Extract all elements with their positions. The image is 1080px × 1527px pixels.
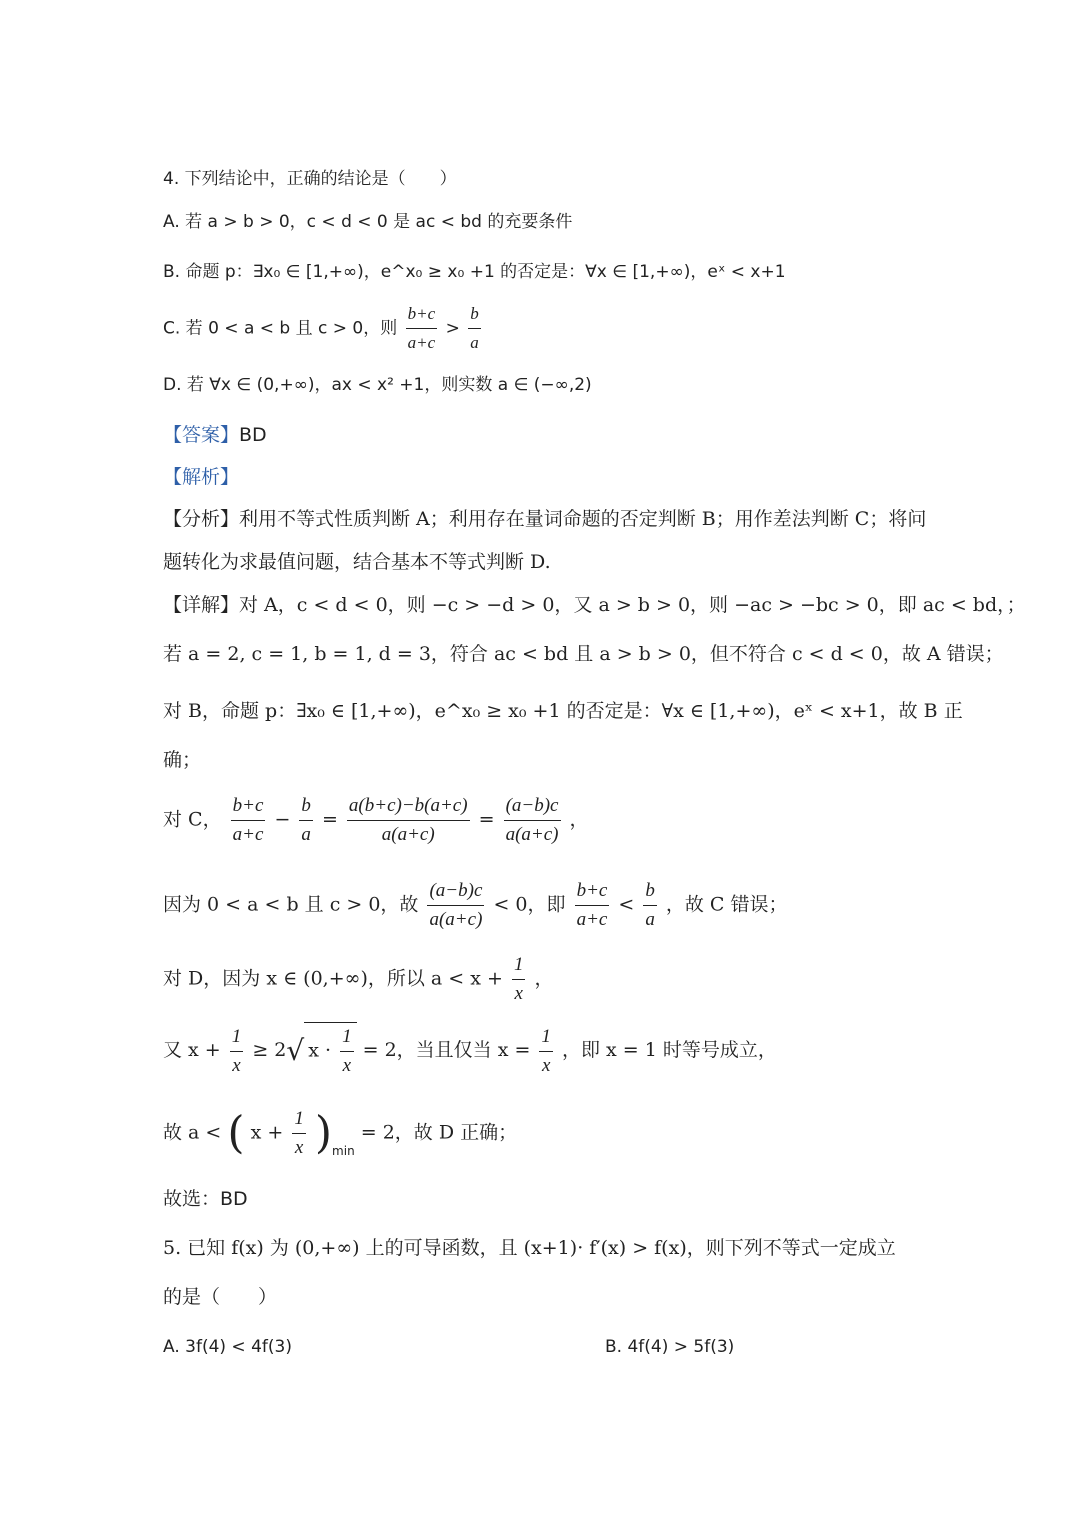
fraction-denominator: a bbox=[645, 909, 655, 930]
c-fraction-4 bbox=[504, 792, 561, 849]
fraction-denominator: a bbox=[301, 824, 311, 845]
fraction-numerator: b bbox=[299, 792, 313, 821]
d2-geq: ≥ 2 bbox=[252, 1039, 287, 1061]
answer-line bbox=[163, 420, 267, 450]
sqrt-radicand bbox=[304, 1022, 356, 1080]
fraction-numerator: 1 bbox=[539, 1023, 553, 1052]
fraction-numerator: a(b+c)−b(a+c) bbox=[347, 792, 470, 821]
detail-d-line-1 bbox=[163, 951, 554, 1008]
c2-less-than: < bbox=[618, 893, 635, 916]
detail-line-4: 确； bbox=[163, 749, 202, 771]
c-label: 对 C， bbox=[163, 808, 222, 831]
d3-text: 故 a < bbox=[163, 1121, 222, 1144]
c2-fraction-3 bbox=[643, 877, 657, 934]
detail-line-1: 【详解】对 A，c < d < 0，则 −c > −d > 0，又 a > b > 0，则 −ac > −bc > 0，即 ac < bd，； bbox=[163, 594, 1026, 616]
fraction-numerator: (a−b)c bbox=[427, 877, 484, 906]
sqrt-fraction bbox=[340, 1023, 354, 1080]
fenxi-line-1: 【分析】利用不等式性质判断 A；利用存在量词命题的否定判断 B；用作差法判断 C；将问 bbox=[163, 508, 927, 530]
d3-fraction bbox=[292, 1105, 306, 1162]
fraction-denominator: a+c bbox=[576, 909, 608, 930]
detail-d-line-3 bbox=[163, 1105, 517, 1162]
question-4-stem: 4. 下列结论中，正确的结论是（ ） bbox=[163, 169, 457, 189]
answer-value: BD bbox=[239, 424, 267, 446]
option-c-relation: > bbox=[445, 318, 460, 339]
d1-text: 对 D，因为 x ∈ (0,+∞)，所以 a < x + bbox=[163, 967, 503, 990]
c-fraction-3 bbox=[347, 792, 470, 849]
question-5-option-a: A. 3f(4) < 4f(3) bbox=[163, 1337, 292, 1357]
question-4-option-a: A. 若 a > b > 0，c < d < 0 是 ac < bd 的充要条件 bbox=[163, 212, 573, 232]
option-c-text: C. 若 0 < a < b 且 c > 0，则 bbox=[163, 318, 398, 339]
detail-line-2: 若 a = 2, c = 1, b = 1, d = 3，符合 ac < bd 且 a > b > 0，但不符合 c < d < 0，故 A 错误； bbox=[163, 643, 1004, 665]
detail-d-line-2 bbox=[163, 1022, 777, 1080]
option-c-fraction-1 bbox=[406, 300, 438, 357]
fraction-denominator: a bbox=[470, 333, 479, 352]
fraction-numerator: b+c bbox=[575, 877, 610, 906]
detail-c-derivation bbox=[163, 792, 589, 849]
c2-fraction-2 bbox=[575, 877, 610, 934]
question-4-option-c bbox=[163, 300, 484, 357]
fraction-numerator: 1 bbox=[512, 951, 526, 980]
c-equals-1: = bbox=[321, 808, 338, 831]
option-c-fraction-2 bbox=[468, 300, 481, 357]
d2-end: ，即 x = 1 时等号成立， bbox=[561, 1039, 777, 1061]
fraction-denominator: a(a+c) bbox=[429, 909, 483, 930]
c2-text: 因为 0 < a < b 且 c > 0，故 bbox=[163, 893, 419, 916]
d3-inner: x + bbox=[250, 1121, 284, 1144]
d1-end: ， bbox=[534, 967, 554, 990]
d3-end: = 2，故 D 正确； bbox=[360, 1121, 518, 1144]
c-minus: − bbox=[274, 808, 291, 831]
fraction-numerator: (a−b)c bbox=[504, 792, 561, 821]
c-equals-2: = bbox=[478, 808, 495, 831]
sqrt-inner-text: x · bbox=[308, 1039, 332, 1062]
fraction-denominator: x bbox=[541, 1054, 551, 1076]
fraction-denominator: a(a+c) bbox=[381, 824, 435, 845]
c2-fraction-1 bbox=[427, 877, 484, 934]
d2-middle: = 2，当且仅当 x = bbox=[362, 1039, 531, 1061]
fraction-denominator: a(a+c) bbox=[505, 824, 559, 845]
sqrt-sign: √ bbox=[286, 1034, 305, 1067]
fraction-numerator: b+c bbox=[231, 792, 266, 821]
fraction-denominator: x bbox=[514, 983, 523, 1004]
fraction-denominator: x bbox=[294, 1137, 304, 1158]
fraction-numerator: 1 bbox=[292, 1105, 306, 1134]
fraction-numerator: b+c bbox=[406, 300, 438, 329]
fraction-numerator: 1 bbox=[230, 1023, 244, 1052]
answer-label: 【答案】 bbox=[163, 424, 240, 446]
c2-middle: < 0，即 bbox=[493, 893, 566, 916]
choose-line: 故选：BD bbox=[163, 1188, 248, 1210]
detail-c-conclusion bbox=[163, 877, 788, 934]
d2-fraction-2 bbox=[539, 1023, 553, 1080]
question-5-stem-1: 5. 已知 f(x) 为 (0,+∞) 上的可导函数，且 (x+1)· f′(x) > f(x)，则下列不等式一定成立 bbox=[163, 1237, 896, 1259]
c-fraction-1 bbox=[231, 792, 266, 849]
c2-end: ，故 C 错误； bbox=[665, 893, 788, 916]
fraction-numerator: b bbox=[643, 877, 657, 906]
fraction-denominator: a+c bbox=[407, 333, 436, 352]
fraction-denominator: x bbox=[342, 1055, 352, 1076]
question-5-option-b: B. 4f(4) > 5f(3) bbox=[605, 1337, 735, 1357]
question-5-stem-2: 的是（ ） bbox=[163, 1286, 278, 1308]
analysis-label: 【解析】 bbox=[163, 466, 240, 488]
question-4-option-b: B. 命题 p：∃x₀ ∈ [1,+∞)，e^x₀ ≥ x₀ +1 的否定是：∀x ∈ [1,+∞)，eˣ < x+1 bbox=[163, 262, 786, 282]
c-end: ， bbox=[569, 808, 589, 831]
fenxi-line-2: 题转化为求最值问题，结合基本不等式判断 D. bbox=[163, 551, 551, 573]
question-4-option-d: D. 若 ∀x ∈ (0,+∞)，ax < x² +1，则实数 a ∈ (−∞,2) bbox=[163, 375, 592, 395]
right-paren: ) bbox=[314, 1107, 333, 1159]
fraction-denominator: a+c bbox=[232, 824, 264, 845]
d2-text: 又 x + bbox=[163, 1039, 221, 1061]
left-paren: ( bbox=[227, 1107, 245, 1159]
c-fraction-2 bbox=[299, 792, 313, 849]
fraction-numerator: b bbox=[468, 300, 481, 329]
d1-fraction bbox=[512, 951, 526, 1008]
detail-line-3: 对 B，命题 p：∃x₀ ∈ [1,+∞)，e^x₀ ≥ x₀ +1 的否定是：∀x ∈ [1,+∞)，eˣ < x+1，故 B 正 bbox=[163, 700, 963, 722]
min-subscript: min bbox=[332, 1143, 355, 1158]
d2-fraction-1 bbox=[230, 1023, 244, 1080]
fraction-numerator: 1 bbox=[340, 1023, 354, 1052]
fraction-denominator: x bbox=[232, 1054, 241, 1076]
